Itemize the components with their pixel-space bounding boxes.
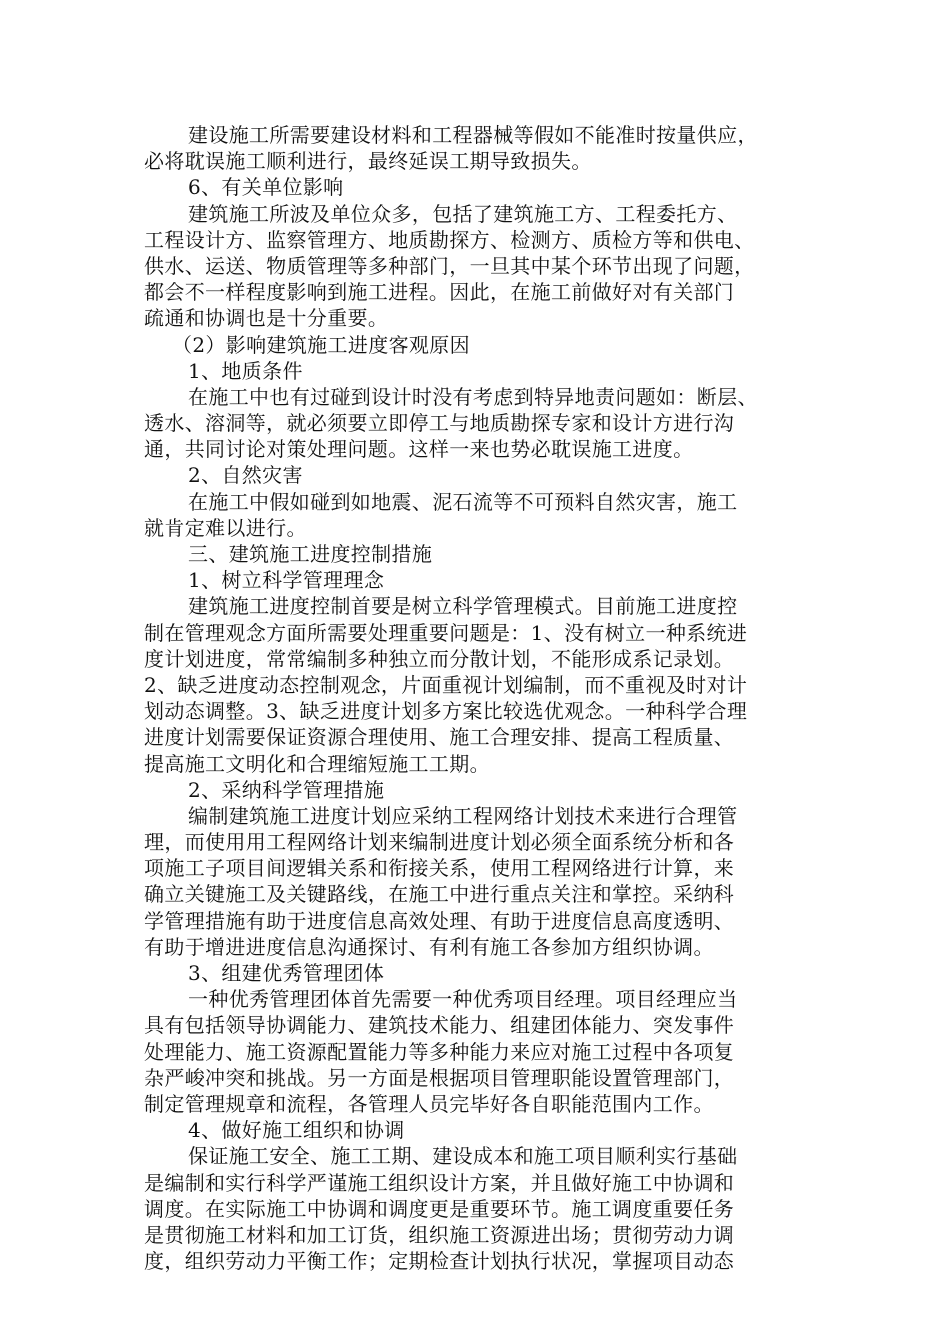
text-line: 是编制和实行科学严谨施工组织设计方案，并且做好施工中协调和 (144, 1170, 735, 1195)
text-line: 提高施工文明化和合理缩短施工工期。 (144, 751, 490, 776)
text-line: 在施工中也有过碰到设计时没有考虑到特异地责问题如：断层、 (188, 384, 758, 409)
text-line: 处理能力、施工资源配置能力等多种能力来应对施工过程中各项复 (144, 1039, 735, 1064)
text-line: 度，组织劳动力平衡工作；定期检查计划执行状况，掌握项目动态 (144, 1249, 735, 1274)
text-line: 2、缺乏进度动态控制观念，片面重视计划编制，而不重视及时对计 (144, 672, 748, 697)
text-line: 建设施工所需要建设材料和工程器械等假如不能准时按量供应， (188, 123, 758, 147)
text-line: 4、做好施工组织和协调 (188, 1118, 405, 1143)
text-line: 1、地质条件 (188, 358, 303, 383)
text-line: 编制建筑施工进度计划应采纳工程网络计划技术来进行合理管 (188, 803, 738, 828)
text-line: 疏通和协调也是十分重要。 (144, 306, 389, 331)
text-line: 制定管理规章和流程，各管理人员完毕好各自职能范围内工作。 (144, 1091, 714, 1116)
text-line: 2、自然灾害 (188, 463, 303, 488)
text-line: 是贯彻施工材料和加工订货，组织施工资源进出场；贯彻劳动力调 (144, 1222, 735, 1247)
text-line: 具有包括领导协调能力、建筑技术能力、组建团体能力、突发事件 (144, 1013, 735, 1038)
document-body (144, 122, 804, 1274)
text-line: 供水、运送、物质管理等多种部门，一旦其中某个环节出现了问题， (144, 253, 755, 278)
text-line: 理，而使用用工程网络计划来编制进度计划必须全面系统分析和各 (144, 830, 735, 855)
text-line: 保证施工安全、施工工期、建设成本和施工项目顺利实行基础 (188, 1144, 738, 1169)
text-line: 确立关键施工及关键路线，在施工中进行重点关注和掌控。采纳科 (144, 882, 735, 907)
text-line: （2）影响建筑施工进度客观原因 (172, 332, 470, 357)
text-line: 有助于增进进度信息沟通探讨、有利有施工各参加方组织协调。 (144, 934, 714, 959)
text-line: 一种优秀管理团体首先需要一种优秀项目经理。项目经理应当 (188, 987, 738, 1012)
text-line: 划动态调整。3、缺乏进度计划多方案比较选优观念。一种科学合理 (144, 699, 748, 724)
text-line: 学管理措施有助于进度信息高效处理、有助于进度信息高度透明、 (144, 908, 735, 933)
text-line: 2、采纳科学管理措施 (188, 777, 385, 802)
text-line: 制在管理观念方面所需要处理重要问题是：1、没有树立一种系统进 (144, 620, 748, 645)
text-line: 进度计划需要保证资源合理使用、施工合理安排、提高工程质量、 (144, 725, 735, 750)
text-line: 工程设计方、监察管理方、地质勘探方、检测方、质检方等和供电、 (144, 227, 755, 252)
text-line: 在施工中假如碰到如地震、泥石流等不可预料自然灾害，施工 (188, 489, 738, 514)
text-line: 6、有关单位影响 (188, 175, 344, 200)
text-line: 都会不一样程度影响到施工进程。因此，在施工前做好对有关部门 (144, 280, 735, 305)
text-line: 建筑施工所波及单位众多，包括了建筑施工方、工程委托方、 (188, 201, 738, 226)
text-line: 度计划进度，常常编制多种独立而分散计划，不能形成系记录划。 (144, 646, 735, 671)
text-line: 3、组建优秀管理团体 (188, 961, 385, 985)
text-line: 项施工子项目间逻辑关系和衔接关系，使用工程网络进行计算，来 (144, 856, 735, 881)
text-line: 就肯定难以进行。 (144, 515, 307, 540)
text-line: 调度。在实际施工中协调和调度更是重要环节。施工调度重要任务 (144, 1196, 735, 1221)
text-line: 透水、溶洞等，就必须要立即停工与地质勘探专家和设计方进行沟 (144, 411, 735, 436)
text-line: 三、建筑施工进度控制措施 (188, 542, 433, 566)
text-line: 1、树立科学管理理念 (188, 568, 385, 593)
text-line: 杂严峻冲突和挑战。另一方面是根据项目管理职能设置管理部门， (144, 1065, 735, 1090)
text-line: 建筑施工进度控制首要是树立科学管理模式。目前施工进度控 (188, 594, 738, 619)
text-line: 通，共同讨论对策处理问题。这样一来也势必耽误施工进度。 (144, 437, 694, 462)
text-line: 必将耽误施工顺利进行，最终延误工期导致损失。 (144, 149, 592, 174)
